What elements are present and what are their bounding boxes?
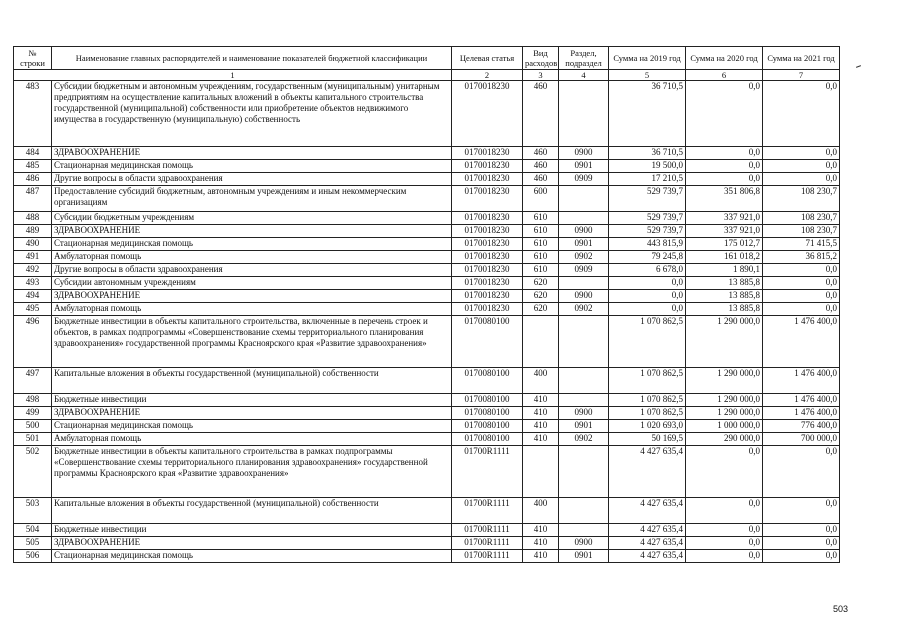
row-number: 494: [14, 290, 52, 303]
row-name: Бюджетные инвестиции: [52, 524, 452, 537]
expense-type: 410: [523, 407, 559, 420]
sum-2020: 13 885,8: [686, 303, 763, 316]
sum-2021: 36 815,2: [763, 251, 840, 264]
column-number: 4: [559, 70, 609, 81]
target-article: 01700R1111: [452, 498, 523, 524]
sum-2021: 0,0: [763, 277, 840, 290]
table-row: [14, 173, 840, 186]
section-code: 0900: [559, 407, 609, 420]
target-article: 0170080100: [452, 394, 523, 407]
page-number: 503: [833, 604, 849, 614]
table-row: [14, 290, 840, 303]
header-row-number: № строки: [14, 47, 52, 70]
section-code: 0901: [559, 550, 609, 563]
row-name: Бюджетные инвестиции: [52, 394, 452, 407]
sum-2021: 0,0: [763, 290, 840, 303]
column-number: 3: [523, 70, 559, 81]
sum-2020: 0,0: [686, 446, 763, 498]
header-sum-2021: Сумма на 2021 год: [763, 47, 840, 70]
sum-2021: 1 476 400,0: [763, 394, 840, 407]
row-name: ЗДРАВООХРАНЕНИЕ: [52, 290, 452, 303]
sum-2020: 0,0: [686, 173, 763, 186]
target-article: 0170018230: [452, 147, 523, 160]
row-number: 486: [14, 173, 52, 186]
section-code: [559, 212, 609, 225]
sum-2021: 1 476 400,0: [763, 316, 840, 368]
target-article: 0170018230: [452, 160, 523, 173]
column-number: 1: [14, 70, 452, 81]
table-row: [14, 186, 840, 212]
target-article: 0170080100: [452, 407, 523, 420]
row-number: 495: [14, 303, 52, 316]
row-number: 489: [14, 225, 52, 238]
section-code: [559, 186, 609, 212]
table-row: [14, 420, 840, 433]
sum-2021: 1 476 400,0: [763, 407, 840, 420]
table-row: [14, 433, 840, 446]
sum-2019: 17 210,5: [609, 173, 686, 186]
column-number: 5: [609, 70, 686, 81]
section-code: 0900: [559, 537, 609, 550]
section-code: 0909: [559, 173, 609, 186]
target-article: 0170018230: [452, 277, 523, 290]
sum-2021: 0,0: [763, 524, 840, 537]
expense-type: 410: [523, 550, 559, 563]
row-name: Субсидии бюджетным и автономным учреждениям, государственным (муниципальным) унитарным предприятиям на осуществление капитальных вложений в объекты капитального строительства государственной (муниципальной) собственности или приобретение объектов недвижимого имущества в государственную (муниципальную) собственность: [52, 81, 452, 147]
row-number: 506: [14, 550, 52, 563]
header-expense-type: Вид расходов: [523, 47, 559, 70]
table-row: [14, 446, 840, 498]
sum-2020: 0,0: [686, 537, 763, 550]
row-name: ЗДРАВООХРАНЕНИЕ: [52, 537, 452, 550]
target-article: 0170018230: [452, 173, 523, 186]
header-sum-2019: Сумма на 2019 год: [609, 47, 686, 70]
sum-2021: 71 415,5: [763, 238, 840, 251]
table-row: [14, 394, 840, 407]
row-number: 485: [14, 160, 52, 173]
row-name: Субсидии бюджетным учреждениям: [52, 212, 452, 225]
sum-2021: 0,0: [763, 81, 840, 147]
target-article: 0170018230: [452, 225, 523, 238]
expense-type: 410: [523, 537, 559, 550]
column-number-row: [14, 70, 840, 81]
sum-2020: 1 290 000,0: [686, 407, 763, 420]
table-row: [14, 368, 840, 394]
expense-type: [523, 446, 559, 498]
target-article: 0170018230: [452, 238, 523, 251]
target-article: 0170080100: [452, 368, 523, 394]
sum-2021: 0,0: [763, 147, 840, 160]
section-code: 0900: [559, 147, 609, 160]
header-target-article: Целевая статья: [452, 47, 523, 70]
section-code: [559, 81, 609, 147]
target-article: 0170080100: [452, 316, 523, 368]
sum-2020: 0,0: [686, 160, 763, 173]
table-row: [14, 251, 840, 264]
sum-2019: 1 020 693,0: [609, 420, 686, 433]
sum-2020: 161 018,2: [686, 251, 763, 264]
row-number: 484: [14, 147, 52, 160]
row-number: 502: [14, 446, 52, 498]
sum-2019: 4 427 635,4: [609, 498, 686, 524]
table-row: [14, 550, 840, 563]
row-name: Капитальные вложения в объекты государственной (муниципальной) собственности: [52, 368, 452, 394]
sum-2020: 1 000 000,0: [686, 420, 763, 433]
column-number: 6: [686, 70, 763, 81]
expense-type: 400: [523, 368, 559, 394]
section-code: [559, 368, 609, 394]
expense-type: 610: [523, 264, 559, 277]
table-row: [14, 212, 840, 225]
row-name: Другие вопросы в области здравоохранения: [52, 173, 452, 186]
expense-type: 610: [523, 225, 559, 238]
row-number: 504: [14, 524, 52, 537]
target-article: 0170080100: [452, 420, 523, 433]
target-article: 01700R1111: [452, 537, 523, 550]
row-name: Стационарная медицинская помощь: [52, 420, 452, 433]
sum-2019: 529 739,7: [609, 225, 686, 238]
section-code: [559, 277, 609, 290]
sum-2020: 351 806,8: [686, 186, 763, 212]
row-number: 496: [14, 316, 52, 368]
sum-2019: 36 710,5: [609, 81, 686, 147]
sum-2020: 1 290 000,0: [686, 316, 763, 368]
sum-2020: 0,0: [686, 81, 763, 147]
table-row: [14, 160, 840, 173]
sum-2020: 175 012,7: [686, 238, 763, 251]
sum-2020: 1 290 000,0: [686, 394, 763, 407]
expense-type: 410: [523, 524, 559, 537]
target-article: 01700R1111: [452, 446, 523, 498]
table-row: [14, 238, 840, 251]
sum-2019: 4 427 635,4: [609, 550, 686, 563]
target-article: 0170018230: [452, 212, 523, 225]
row-name: ЗДРАВООХРАНЕНИЕ: [52, 147, 452, 160]
sum-2019: 4 427 635,4: [609, 446, 686, 498]
table-row: [14, 524, 840, 537]
row-number: 501: [14, 433, 52, 446]
row-number: 490: [14, 238, 52, 251]
row-number: 492: [14, 264, 52, 277]
sum-2021: 0,0: [763, 264, 840, 277]
sum-2020: 1 290 000,0: [686, 368, 763, 394]
table-row: [14, 537, 840, 550]
sum-2021: 0,0: [763, 550, 840, 563]
table-row: [14, 303, 840, 316]
section-code: [559, 524, 609, 537]
sum-2020: 0,0: [686, 147, 763, 160]
target-article: 0170018230: [452, 303, 523, 316]
expense-type: 620: [523, 303, 559, 316]
table-row: [14, 498, 840, 524]
target-article: 0170018230: [452, 186, 523, 212]
expense-type: 610: [523, 251, 559, 264]
section-code: [559, 394, 609, 407]
table-row: [14, 81, 840, 147]
sum-2019: 0,0: [609, 290, 686, 303]
header-name: Наименование главных распорядителей и наименование показателей бюджетной классификации: [52, 47, 452, 70]
row-name: Бюджетные инвестиции в объекты капитального строительства, включенные в перечень строек и объектов, в рамках подпрограммы «Совершенствование схемы территориального планирования здравоохранения» государственной программы Красноярского края «Развитие здравоохранения»: [52, 316, 452, 368]
sum-2020: 337 921,0: [686, 212, 763, 225]
target-article: 0170018230: [452, 264, 523, 277]
sum-2019: 1 070 862,5: [609, 394, 686, 407]
table-row: [14, 277, 840, 290]
sum-2020: 0,0: [686, 498, 763, 524]
section-code: 0902: [559, 303, 609, 316]
sum-2019: 1 070 862,5: [609, 368, 686, 394]
row-name: Стационарная медицинская помощь: [52, 160, 452, 173]
sum-2021: 108 230,7: [763, 225, 840, 238]
sum-2019: 443 815,9: [609, 238, 686, 251]
sum-2019: 79 245,8: [609, 251, 686, 264]
sum-2021: 108 230,7: [763, 186, 840, 212]
target-article: 0170018230: [452, 81, 523, 147]
budget-table: [13, 46, 840, 563]
row-number: 493: [14, 277, 52, 290]
sum-2020: 290 000,0: [686, 433, 763, 446]
expense-type: 460: [523, 160, 559, 173]
header-section: Раздел, подраздел: [559, 47, 609, 70]
table-row: [14, 147, 840, 160]
sum-2019: 50 169,5: [609, 433, 686, 446]
sum-2019: 6 678,0: [609, 264, 686, 277]
sum-2019: 4 427 635,4: [609, 537, 686, 550]
section-code: 0909: [559, 264, 609, 277]
margin-mark: [856, 65, 861, 68]
row-name: Стационарная медицинская помощь: [52, 238, 452, 251]
sum-2021: 0,0: [763, 446, 840, 498]
sum-2021: 0,0: [763, 173, 840, 186]
section-code: 0901: [559, 160, 609, 173]
row-number: 500: [14, 420, 52, 433]
sum-2019: 0,0: [609, 277, 686, 290]
table-row: [14, 316, 840, 368]
row-number: 497: [14, 368, 52, 394]
row-number: 498: [14, 394, 52, 407]
expense-type: 410: [523, 433, 559, 446]
sum-2019: 1 070 862,5: [609, 407, 686, 420]
sum-2021: 700 000,0: [763, 433, 840, 446]
row-name: Другие вопросы в области здравоохранения: [52, 264, 452, 277]
sum-2020: 0,0: [686, 550, 763, 563]
row-name: Амбулаторная помощь: [52, 433, 452, 446]
section-code: 0902: [559, 433, 609, 446]
sum-2021: 0,0: [763, 303, 840, 316]
row-number: 503: [14, 498, 52, 524]
expense-type: 610: [523, 238, 559, 251]
sum-2020: 13 885,8: [686, 277, 763, 290]
section-code: 0900: [559, 225, 609, 238]
sum-2020: 0,0: [686, 524, 763, 537]
section-code: 0900: [559, 290, 609, 303]
row-number: 488: [14, 212, 52, 225]
sum-2021: 108 230,7: [763, 212, 840, 225]
expense-type: 460: [523, 147, 559, 160]
row-number: 491: [14, 251, 52, 264]
section-code: [559, 446, 609, 498]
expense-type: 400: [523, 498, 559, 524]
section-code: 0901: [559, 420, 609, 433]
target-article: 01700R1111: [452, 524, 523, 537]
table-row: [14, 407, 840, 420]
row-number: 487: [14, 186, 52, 212]
column-number: 7: [763, 70, 840, 81]
column-number: 2: [452, 70, 523, 81]
header-sum-2020: Сумма на 2020 год: [686, 47, 763, 70]
expense-type: 460: [523, 81, 559, 147]
sum-2019: 4 427 635,4: [609, 524, 686, 537]
expense-type: 460: [523, 173, 559, 186]
row-number: 505: [14, 537, 52, 550]
table-row: [14, 264, 840, 277]
sum-2019: 19 500,0: [609, 160, 686, 173]
sum-2021: 0,0: [763, 498, 840, 524]
expense-type: 610: [523, 212, 559, 225]
row-name: Амбулаторная помощь: [52, 303, 452, 316]
target-article: 01700R1111: [452, 550, 523, 563]
row-number: 483: [14, 81, 52, 147]
sum-2020: 1 890,1: [686, 264, 763, 277]
sum-2021: 0,0: [763, 160, 840, 173]
expense-type: 620: [523, 290, 559, 303]
row-name: Субсидии автономным учреждениям: [52, 277, 452, 290]
section-code: [559, 498, 609, 524]
expense-type: 410: [523, 394, 559, 407]
row-name: Капитальные вложения в объекты государственной (муниципальной) собственности: [52, 498, 452, 524]
sum-2020: 337 921,0: [686, 225, 763, 238]
target-article: 0170080100: [452, 433, 523, 446]
row-name: Предоставление субсидий бюджетным, автономным учреждениям и иным некоммерческим организациям: [52, 186, 452, 212]
sum-2019: 36 710,5: [609, 147, 686, 160]
sum-2019: 529 739,7: [609, 212, 686, 225]
sum-2021: 1 476 400,0: [763, 368, 840, 394]
sum-2020: 13 885,8: [686, 290, 763, 303]
row-name: Стационарная медицинская помощь: [52, 550, 452, 563]
row-number: 499: [14, 407, 52, 420]
row-name: Амбулаторная помощь: [52, 251, 452, 264]
row-name: ЗДРАВООХРАНЕНИЕ: [52, 407, 452, 420]
sum-2021: 776 400,0: [763, 420, 840, 433]
table-row: [14, 225, 840, 238]
target-article: 0170018230: [452, 290, 523, 303]
expense-type: 600: [523, 186, 559, 212]
sum-2019: 529 739,7: [609, 186, 686, 212]
expense-type: 620: [523, 277, 559, 290]
sum-2021: 0,0: [763, 537, 840, 550]
row-name: ЗДРАВООХРАНЕНИЕ: [52, 225, 452, 238]
expense-type: [523, 316, 559, 368]
expense-type: 410: [523, 420, 559, 433]
section-code: [559, 316, 609, 368]
sum-2019: 0,0: [609, 303, 686, 316]
section-code: 0902: [559, 251, 609, 264]
sum-2019: 1 070 862,5: [609, 316, 686, 368]
row-name: Бюджетные инвестиции в объекты капитального строительства в рамках подпрограммы «Совершенствование схемы территориального планирования здравоохранения» государственной программы Красноярского края «Развитие здравоохранения»: [52, 446, 452, 498]
target-article: 0170018230: [452, 251, 523, 264]
section-code: 0901: [559, 238, 609, 251]
